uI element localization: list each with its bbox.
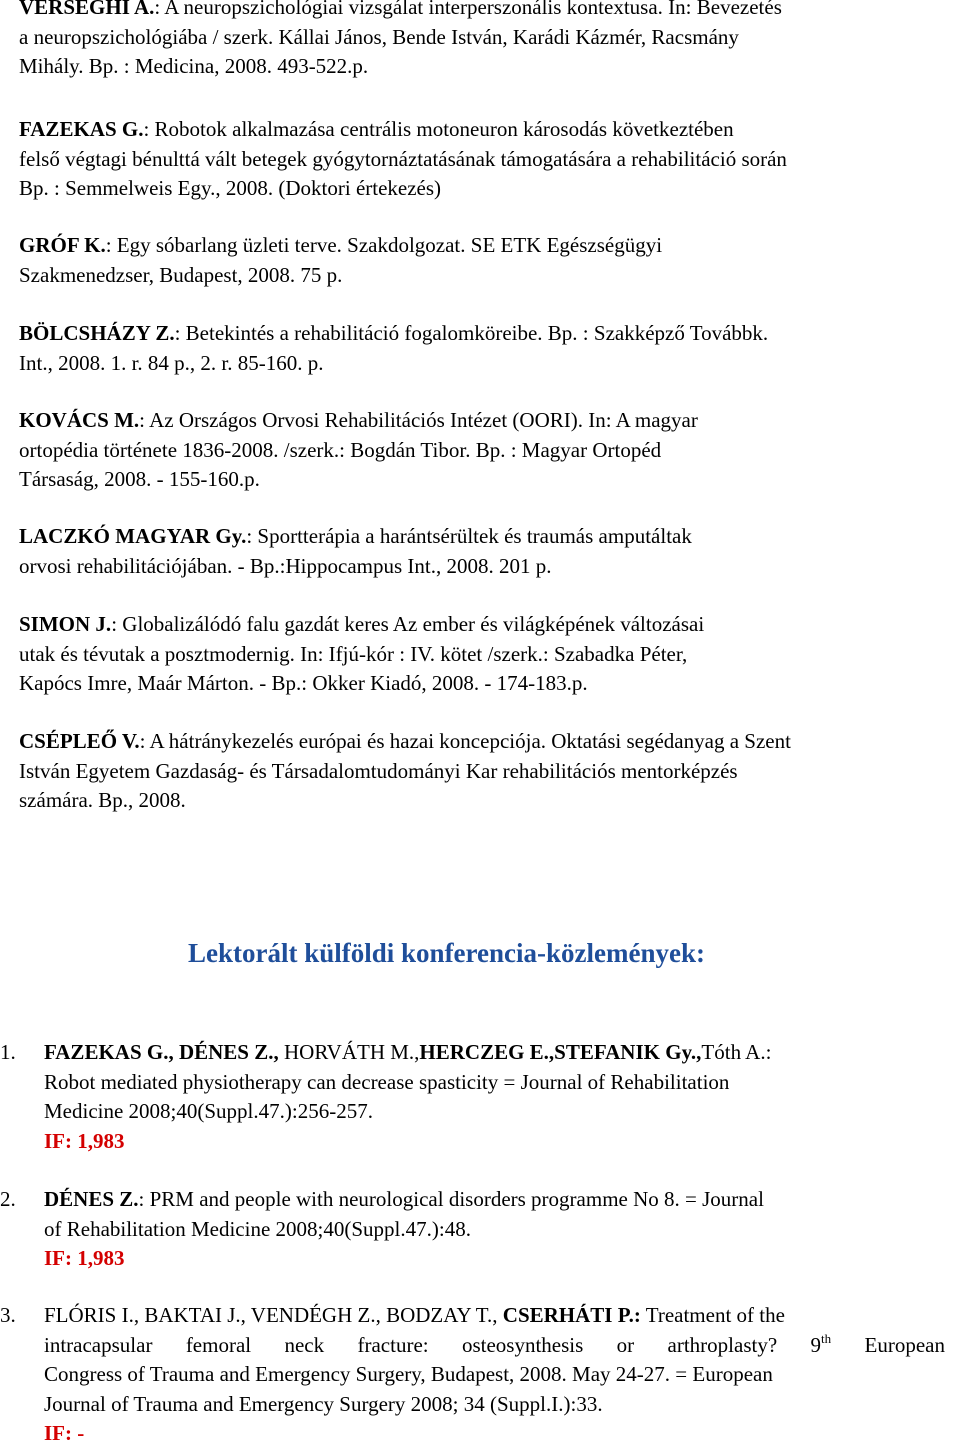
- entry-line: [19, 406, 954, 436]
- entry-author: SIMON J.: [19, 612, 112, 636]
- entry-text: Treatment of the: [640, 1303, 785, 1327]
- entry-text: : A neuropszichológiai vizsgálat interperszonális kontextusa. In: Bevezetés: [154, 0, 782, 19]
- entry-line: [19, 522, 954, 552]
- impact-factor: IF: -: [44, 1421, 85, 1445]
- entry-line: Bp. : Semmelweis Egy., 2008. (Doktori értekezés): [19, 176, 442, 200]
- entry-text: : A hátránykezelés európai és hazai koncepciója. Oktatási segédanyag a Szent: [139, 729, 791, 753]
- entry-author: KOVÁCS M.: [19, 408, 140, 432]
- bibliography-entry: [19, 610, 954, 699]
- entry-line: felső végtagi bénulttá vált betegek gyógytornáztatásának támogatására a rehabilitáció során: [19, 146, 787, 171]
- entry-line: Journal of Trauma and Emergency Surgery 2008; 34 (Suppl.I.):33.: [44, 1391, 603, 1416]
- entry-line: [0, 1331, 945, 1361]
- entry-author: CSERHÁTI P.:: [497, 1303, 641, 1327]
- entry-line: Medicine 2008;40(Suppl.47.):256-257.: [44, 1099, 373, 1123]
- impact-factor: IF: 1,983: [44, 1128, 125, 1153]
- entry-text: intracapsular femoral neck fracture: osteosynthesis or arthroplasty? 9: [44, 1332, 822, 1357]
- entry-author: CSÉPLEŐ V.: [19, 729, 140, 753]
- entry-number: 1.: [0, 1040, 16, 1064]
- entry-line: [0, 1185, 955, 1215]
- entry-line: [0, 1038, 955, 1068]
- entry-line: [19, 231, 954, 261]
- entry-line: a neuropszichológiába / szerk. Kállai János, Bende István, Karádi Kázmér, Racsmány: [19, 24, 739, 49]
- entry-line: István Egyetem Gazdaság- és Társadalomtudományi Kar rehabilitációs mentorképzés: [19, 758, 738, 783]
- entry-author: BÖLCSHÁZY Z.: [19, 321, 175, 345]
- entry-line: [19, 319, 954, 349]
- entry-line: Mihály. Bp. : Medicina, 2008. 493-522.p.: [19, 54, 369, 78]
- bibliography-entry: [19, 522, 954, 581]
- entry-author: FAZEKAS G.: [19, 117, 144, 141]
- entry-number: 2.: [0, 1187, 16, 1211]
- entry-author: HERCZEG E.,STEFANIK Gy.,: [419, 1040, 702, 1064]
- entry-text: European: [831, 1332, 945, 1357]
- entry-line: Congress of Trauma and Emergency Surgery, Budapest, 2008. May 24-27. = European: [44, 1362, 773, 1386]
- entry-text: : Sportterápia a harántsérültek és traumás amputáltak: [246, 524, 692, 548]
- entry-line: [19, 727, 954, 757]
- entry-line: számára. Bp., 2008.: [19, 788, 186, 812]
- entry-text: : PRM and people with neurological disorders programme No 8. = Journal: [138, 1187, 764, 1211]
- conference-entry: [0, 1185, 955, 1274]
- bibliography-entry: [19, 231, 954, 290]
- impact-factor: IF: 1,983: [44, 1246, 125, 1270]
- entry-text: : Betekintés a rehabilitáció fogalomköreibe. Bp. : Szakképző Továbbk.: [174, 321, 769, 345]
- entry-author-plain: HORVÁTH M.,: [278, 1040, 420, 1064]
- entry-line: of Rehabilitation Medicine 2008;40(Suppl.47.):48.: [44, 1216, 471, 1241]
- entry-author-plain: Tóth A.:: [701, 1040, 772, 1064]
- entry-body: [0, 1038, 955, 1156]
- entry-line: [0, 1301, 955, 1331]
- entry-author: GRÓF K.: [19, 233, 106, 257]
- entry-number: 3.: [0, 1303, 16, 1327]
- entry-line: [19, 0, 954, 23]
- entry-line: Kapócs Imre, Maár Márton. - Bp.: Okker Kiadó, 2008. - 174-183.p.: [19, 671, 588, 695]
- entry-line: [19, 610, 954, 640]
- ordinal-suffix: th: [821, 1330, 832, 1346]
- entry-text: : Egy sóbarlang üzleti terve. Szakdolgozat. SE ETK Egészségügyi: [105, 233, 663, 257]
- entry-author-plain: FLÓRIS I., BAKTAI J., VENDÉGH Z., BODZAY T.,: [44, 1303, 498, 1327]
- section-heading: Lektorált külföldi konferencia-közlemények:: [188, 938, 705, 968]
- entry-author: FAZEKAS G., DÉNES Z.,: [44, 1040, 279, 1064]
- entry-line: utak és tévutak a posztmodernig. In: Ifjú-kór : IV. kötet /szerk.: Szabadka Péter,: [19, 641, 688, 666]
- entry-body: [0, 1185, 955, 1274]
- bibliography-entry: [19, 727, 954, 816]
- entry-text: : Globalizálódó falu gazdát keres Az ember és világképének változásai: [111, 612, 705, 636]
- bibliography-entry: [19, 406, 954, 495]
- entry-author: DÉNES Z.: [44, 1187, 139, 1211]
- entry-text: : Az Országos Orvosi Rehabilitációs Intézet (OORI). In: A magyar: [139, 408, 698, 432]
- entry-line: ortopédia története 1836-2008. /szerk.: Bogdán Tibor. Bp. : Magyar Ortopéd: [19, 437, 662, 462]
- entry-line: orvosi rehabilitációjában. - Bp.:Hippocampus Int., 2008. 201 p.: [19, 553, 552, 578]
- bibliography-entry: [19, 115, 954, 204]
- bibliography-entry: [19, 0, 954, 82]
- entry-line: Szakmenedzser, Budapest, 2008. 75 p.: [19, 262, 343, 287]
- conference-entry: [0, 1301, 955, 1449]
- conference-entry: [0, 1038, 955, 1156]
- entry-line: [19, 115, 954, 145]
- entry-author: LACZKÓ MAGYAR Gy.: [19, 524, 247, 548]
- entry-line: Robot mediated physiotherapy can decrease spasticity = Journal of Rehabilitation: [44, 1069, 730, 1094]
- entry-body: [0, 1301, 955, 1449]
- entry-author: VERSEGHI A.: [19, 0, 155, 19]
- entry-line: Társaság, 2008. - 155-160.p.: [19, 467, 260, 491]
- entry-line: Int., 2008. 1. r. 84 p., 2. r. 85-160. p.: [19, 350, 324, 375]
- bibliography-entry: [19, 319, 954, 378]
- entry-text: : Robotok alkalmazása centrális motoneuron károsodás következtében: [143, 117, 734, 141]
